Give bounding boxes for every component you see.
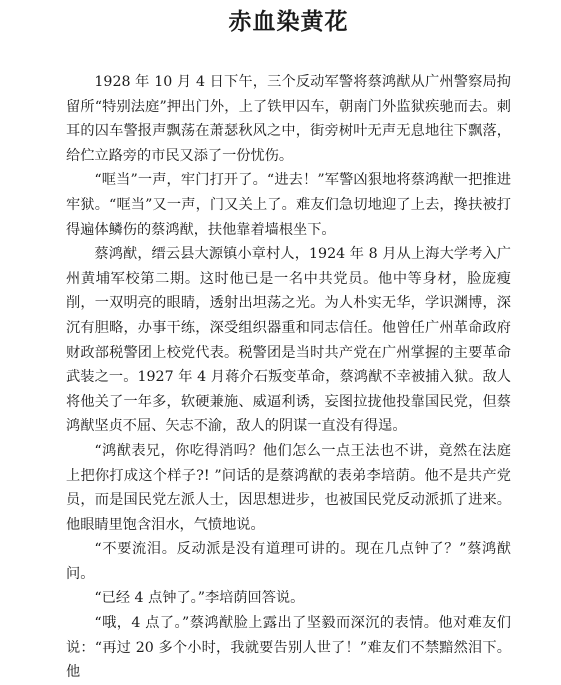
- paragraph: “鸿猷表兄，你吃得消吗？他们怎么一点王法也不讲，竟然在法庭上把你打成这个样子?! ”问话的是蔡鸿猷的表弟李培荫。他不是共产党员，而是国民党左派人士，因思想进步，也被国民党反动派抓了进来。他眼睛里饱含泪水，气愤地说。: [66, 442, 511, 533]
- paragraph: “已经 4 点钟了。”李培荫回答说。: [94, 590, 305, 607]
- article-title: 赤血染黄花: [228, 8, 349, 35]
- paragraph: “哦，4 点了。”蔡鸿猷脸上露出了坚毅而深沉的表情。他对难友们说：“再过 20 多个小时，我就要告别人世了！”难友们不禁黯然泪下。他: [66, 615, 511, 681]
- paragraph: “哐当”一声，牢门打开了。“进去！”军警凶狠地将蔡鸿猷一把推进牢狱。“哐当”又一声，门又关上了。难友们急切地迎了上去，搀扶被打得遍体鳞伤的蔡鸿猷，扶他靠着墙根坐下。: [66, 172, 511, 238]
- paragraph: 蔡鸿猷，缙云县大源镇小章村人，1924 年 8 月从上海大学考入广州黄埔军校第二期。这时他已是一名中共党员。他中等身材，脸庞瘦削，一双明亮的眼睛，透射出坦荡之光。为人朴实无华，学识渊博，深沉有胆略，办事干练，深受组织器重和同志信任。他曾任广州革命政府财政部税警团上校党代表。税警团是当时共产党在广州掌握的主要革命武装之一。1927 年 4 月蒋介石叛变革命，蔡鸿猷不幸被捕入狱。敌人将他关了一年多，软硬兼施、威逼利诱，妄图拉拢他投靠国民党，但蔡鸿猷坚贞不屈、矢志不渝，敌人的阴谋一直没有得逞。: [66, 246, 511, 435]
- paragraph: “不要流泪。反动派是没有道理可讲的。现在几点钟了？”蔡鸿猷问。: [66, 541, 511, 582]
- article-body: [66, 70, 511, 685]
- paragraph: 1928 年 10 月 4 日下午，三个反动军警将蔡鸿猷从广州警察局拘留所“特别法庭”押出门外，上了铁甲囚车，朝南门外监狱疾驰而去。刺耳的囚车警报声飘荡在萧瑟秋风之中，街旁树叶无声无息地往下飘落，给伫立路旁的市民又添了一份忧伤。: [66, 74, 511, 164]
